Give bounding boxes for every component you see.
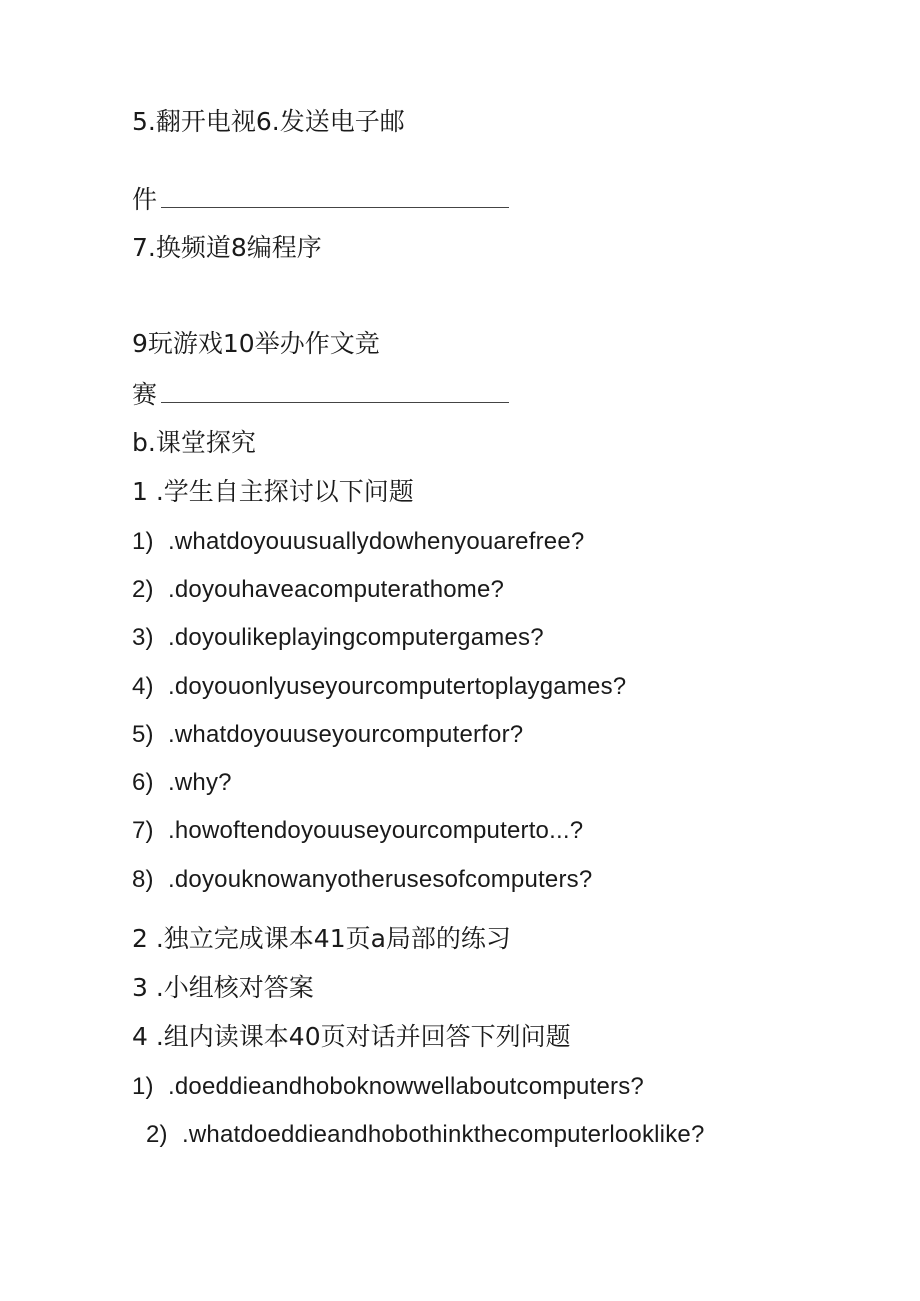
task-3: 3 .小组核对答案 (132, 973, 314, 1002)
question2-2: 2) .whatdoeddieandhobothinkthecomputerlooklike? (146, 1121, 705, 1148)
question-4: 4) .doyouonlyuseyourcomputertoplaygames? (132, 673, 627, 700)
question-8: 8) .doyouknowanyotherusesofcomputers? (132, 866, 593, 893)
vocab-line-3: 7.换频道8编程序 (132, 233, 322, 262)
vocab-line-1: 5.翻开电视6.发送电子邮 (132, 107, 405, 136)
question-6: 6) .why? (132, 769, 232, 796)
question-5: 5) .whatdoyouuseyourcomputerfor? (132, 721, 524, 748)
vocab-line-2: 件 (132, 184, 509, 216)
task-4: 4 .组内读课本40页对话并回答下列问题 (132, 1022, 571, 1051)
question-1: 1) .whatdoyouusuallydowhenyouarefree? (132, 528, 585, 555)
answer-blank[interactable] (161, 380, 509, 403)
vocab-line-4: 9玩游戏10举办作文竞 (132, 329, 380, 358)
task-1: 1 .学生自主探讨以下问题 (132, 477, 414, 506)
answer-blank[interactable] (161, 185, 509, 208)
question-2: 2) .doyouhaveacomputerathome? (132, 576, 505, 603)
vocab-line-5: 赛 (132, 379, 509, 411)
task-2: 2 .独立完成课本41页a局部的练习 (132, 924, 511, 953)
question-7: 7) .howoftendoyouuseyourcomputerto...? (132, 817, 584, 844)
section-b-title: b.课堂探究 (132, 428, 256, 457)
question2-1: 1) .doeddieandhoboknowwellaboutcomputers? (132, 1073, 644, 1100)
question-3: 3) .doyoulikeplayingcomputergames? (132, 624, 544, 651)
